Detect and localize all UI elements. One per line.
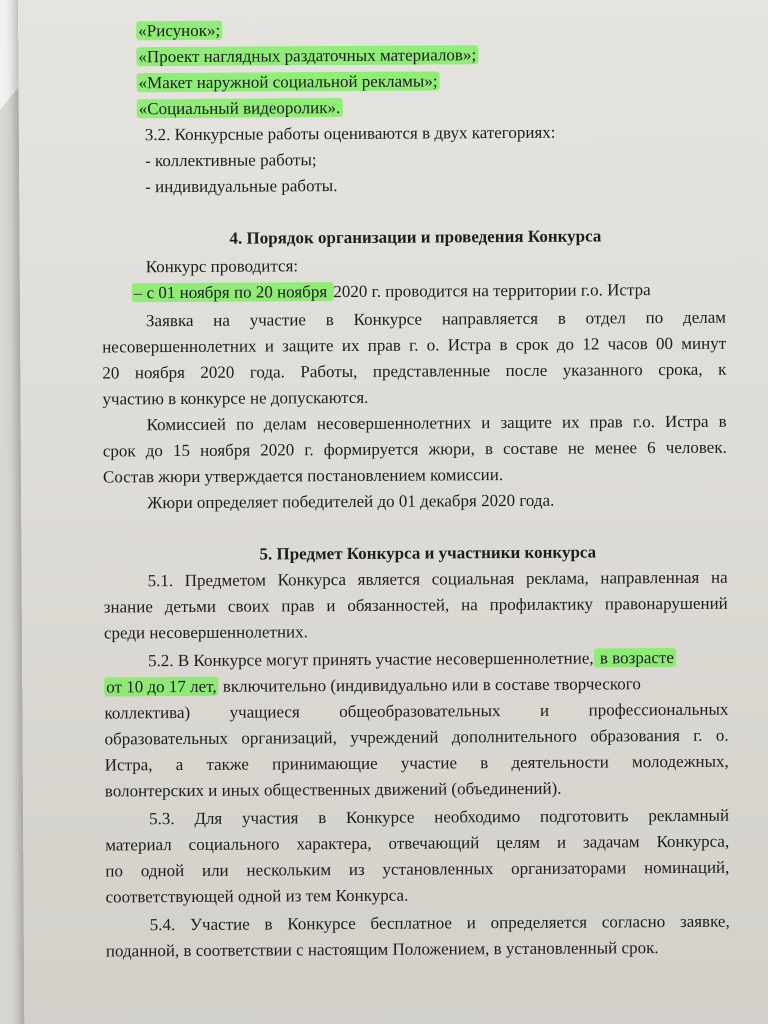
paragraph-line: Заявка на участие в Конкурсе направляется в отдел по делам (145, 307, 727, 331)
section-heading: 5. Предмет Конкурса и участники конкурса (259, 542, 597, 564)
paragraph-line: Комиссией по делам несовершеннолетних и защите их прав г.о. Истра в (146, 411, 727, 435)
nomination-line: «Проект наглядных раздаточных материалов»; (138, 45, 477, 67)
paragraph-line: волонтерских и иных общественных движений (объединений). (104, 778, 562, 801)
paragraph-line: соответствующей одной из тем Конкурса. (105, 885, 409, 907)
paragraph-line: среди несовершеннолетних. (103, 622, 308, 643)
paragraph-line: Состав жюри утверждается постановлением комиссии. (102, 465, 504, 487)
paragraph-line: участию в конкурсе не допускаются. (102, 387, 369, 409)
paragraph-line: знание детьми своих прав и обязанностей, на профилактику правонарушений (103, 593, 728, 617)
paragraph-line: 5.2. В Конкурсе могут принять участие несовершеннолетние, в возрасте (148, 648, 674, 671)
list-item: - коллективные работы; (144, 150, 317, 171)
list-item: - индивидуальные работы. (145, 176, 338, 197)
paragraph-line: 5.3. Для участия в Конкурсе необходимо подготовить рекламный (148, 805, 730, 829)
paragraph-line: образовательных организаций, учреждений дополнительного образования г. о. (104, 725, 729, 749)
paragraph-line: поданной, в соответствии с настоящим Положением, в установленный срок. (105, 938, 659, 961)
paragraph-line: 5.1. Предметом Конкурса является социальная реклама, направленная на (147, 567, 728, 591)
paragraph-line: Конкурс проводится: (145, 256, 299, 277)
paragraph-line: по одной или нескольким из установленных организаторами номинаций, (105, 857, 730, 881)
section-heading: 4. Порядок организации и проведения Конкурса (229, 226, 602, 248)
paragraph-line: от 10 до 17 лет, включительно (индивидуально или в составе творческого (106, 674, 641, 697)
paragraph-line: Жюри определяет победителей до 01 декабря 2020 года. (147, 490, 555, 513)
nomination-line: «Социальный видеоролик». (138, 98, 341, 119)
paragraph-line: Истра, а также принимающие участие в деятельности молодежных, (104, 751, 729, 775)
paragraph-line: коллектива) учащиеся общеобразовательных и профессиональных (104, 699, 729, 723)
paragraph-line: 3.2. Конкурсные работы оцениваются в двух категориях: (144, 122, 556, 145)
paragraph-line: 20 ноября 2020 года. Работы, представленные после указанного срока, к (102, 359, 727, 383)
paragraph-line: – с 01 ноября по 20 ноября 2020 г. проводится на территории г.о. Истра (133, 280, 651, 303)
paragraph-line: материал социального характера, отвечающий целям и задачам Конкурса, (105, 831, 730, 855)
nomination-line: «Макет наружной социальной рекламы»; (138, 71, 438, 93)
document-page (18, 0, 768, 1024)
paragraph-line: срок до 15 ноября 2020 г. формируется жюри, в составе не менее 6 человек. (102, 437, 727, 461)
paragraph-line: несовершеннолетних и защите их прав г. о. Истра в срок до 12 часов 00 минут (102, 333, 727, 357)
nomination-line: «Рисунок»; (138, 20, 221, 41)
paragraph-line: 5.4. Участие в Конкурсе бесплатное и определяется согласно заявке, (149, 911, 730, 935)
